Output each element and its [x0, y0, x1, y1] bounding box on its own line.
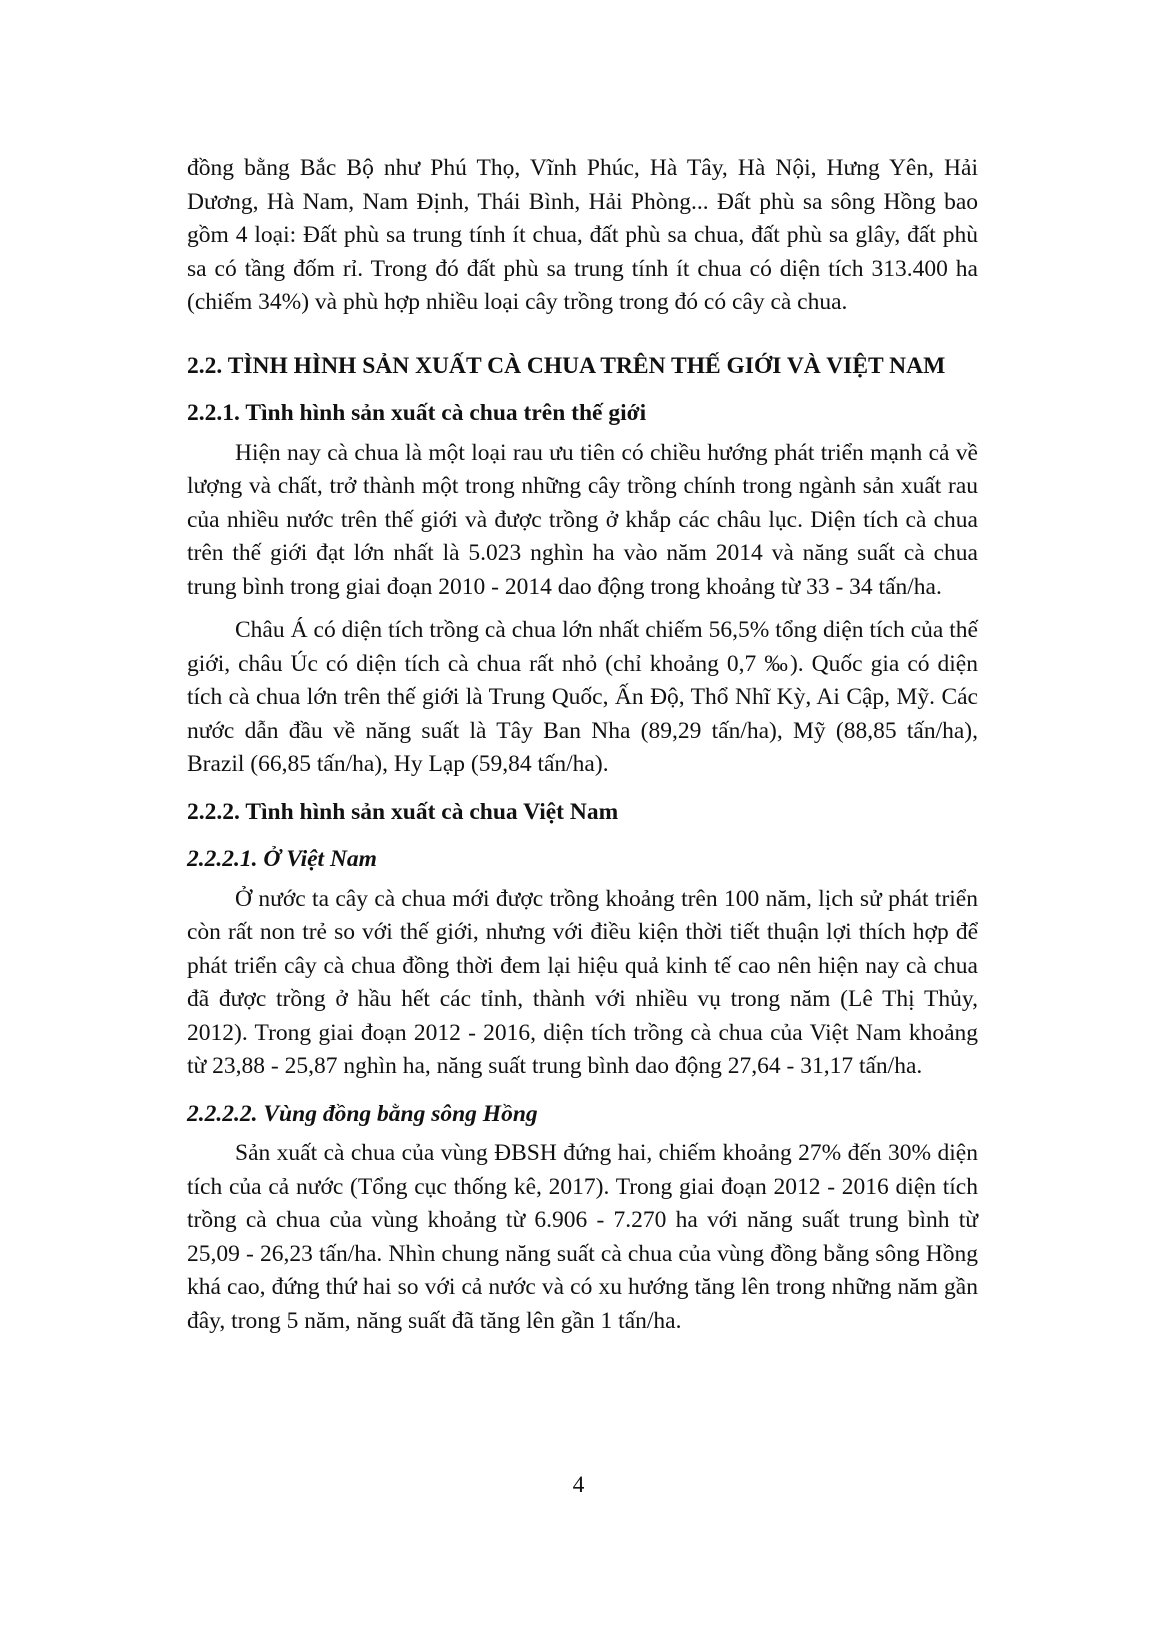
section-heading-2-2-2: 2.2.2. Tình hình sản xuất cà chua Việt Nam	[187, 798, 619, 825]
section-heading-2-2-1: 2.2.1. Tình hình sản xuất cà chua trên thế giới	[187, 400, 647, 426]
intro-paragraph: đồng bằng Bắc Bộ như Phú Thọ, Vĩnh Phúc, Hà Tây, Hà Nội, Hưng Yên, Hải Dương, Hà Nam, Nam Định, Thái Bình, Hải Phòng... Đất phù sa sông Hồng bao gồm 4 loại: Đất phù sa trung tính ít chua, đất phù sa chua, đất phù sa glây, đất phù sa có tầng đốm rỉ. Trong đó đất phù sa trung tính ít chua có diện tích 313.400 ha (chiếm 34%) và phù hợp nhiều loại cây trồng trong đó có cây cà chua.	[187, 155, 978, 315]
section-heading-2-2: 2.2. TÌNH HÌNH SẢN XUẤT CÀ CHUA TRÊN THẾ GIỚI VÀ VIỆT NAM	[187, 352, 946, 379]
red-river-delta-paragraph: Sản xuất cà chua của vùng ĐBSH đứng hai, chiếm khoảng 27% đến 30% diện tích của cả nước (Tổng cục thống kê, 2017). Trong giai đoạn 2012 - 2016 diện tích trồng cà chua của vùng khoảng từ 6.906 - 7.270 ha với năng suất trung bình từ 25,09 - 26,23 tấn/ha. Nhìn chung năng suất cà chua của vùng đồng bằng sông Hồng khá cao, đứng thứ hai so với cả nước và có xu hướng tăng lên trong những năm gần đây, trong 5 năm, năng suất đã tăng lên gần 1 tấn/ha.	[187, 1140, 978, 1334]
document-page	[187, 152, 978, 1338]
section-heading-2-2-2-2: 2.2.2.2. Vùng đồng bằng sông Hồng	[187, 1100, 538, 1127]
page-number: 4	[572, 1472, 585, 1498]
world-production-paragraph-1: Hiện nay cà chua là một loại rau ưu tiên có chiều hướng phát triển mạnh cả về lượng và chất, trở thành một trong những cây trồng chính trong ngành sản xuất rau của nhiều nước trên thế giới và được trồng ở khắp các châu lục. Diện tích cà chua trên thế giới đạt lớn nhất là 5.023 nghìn ha vào năm 2014 và năng suất cà chua trung bình trong giai đoạn 2010 - 2014 dao động trong khoảng từ 33 - 34 tấn/ha.	[187, 439, 978, 600]
world-production-paragraph-2: Châu Á có diện tích trồng cà chua lớn nhất chiếm 56,5% tổng diện tích của thế giới, châu Úc có diện tích cà chua rất nhỏ (chỉ khoảng 0,7 ‰). Quốc gia có diện tích cà chua lớn trên thế giới là Trung Quốc, Ấn Độ, Thổ Nhĩ Kỳ, Ai Cập, Mỹ. Các nước dẫn đầu về năng suất là Tây Ban Nha (89,29 tấn/ha), Mỹ (88,85 tấn/ha), Brazil (66,85 tấn/ha), Hy Lạp (59,84 tấn/ha).	[187, 617, 978, 777]
section-heading-2-2-2-1: 2.2.2.1. Ở Việt Nam	[187, 846, 377, 872]
vietnam-paragraph: Ở nước ta cây cà chua mới được trồng khoảng trên 100 năm, lịch sử phát triển còn rất non trẻ so với thế giới, nhưng với điều kiện thời tiết thuận lợi thích hợp để phát triển cây cà chua đồng thời đem lại hiệu quả kinh tế cao nên hiện nay cà chua đã được trồng ở hầu hết các tỉnh, thành với nhiều vụ trong năm (Lê Thị Thủy, 2012). Trong giai đoạn 2012 - 2016, diện tích trồng cà chua của Việt Nam khoảng từ 23,88 - 25,87 nghìn ha, năng suất trung bình dao động 27,64 - 31,17 tấn/ha.	[187, 885, 978, 1079]
